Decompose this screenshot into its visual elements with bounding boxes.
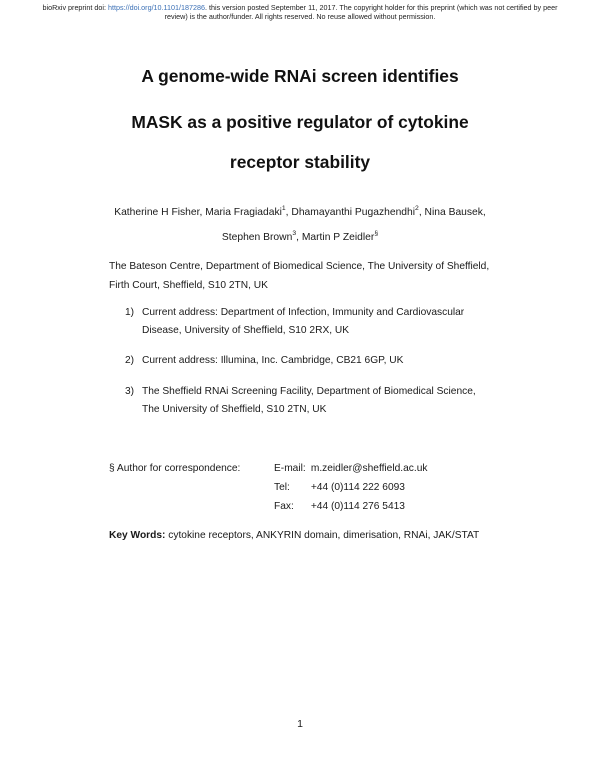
title-line-2: MASK as a positive regulator of cytokine [131,112,469,132]
affiliation: The Bateson Centre, Department of Biomedical Science, The University of Sheffield, Firth Court, Sheffield, S10 2TN, UK [109,261,490,291]
email-key: E-mail: [274,463,306,474]
address-number: 2) [125,355,135,366]
email-row [274,459,427,478]
author-superscript: 2 [415,205,419,212]
preprint-prefix: bioRxiv preprint doi: [42,3,109,12]
doi-link[interactable]: https://doi.org/10.1101/187286 [108,3,205,12]
address-number: 1) [125,307,135,318]
author-superscript: 3 [292,230,297,237]
fax-row [274,497,405,516]
email-value[interactable]: m.zeidler@sheffield.ac.uk [310,463,428,474]
keywords-label: Key Words: [109,530,166,541]
author-superscript: 1 [281,205,286,212]
page-number: 1 [297,718,303,730]
author-list [100,200,500,250]
fax-value: +44 (0)114 276 5413 [310,501,405,512]
author-superscript: § [374,230,379,237]
preprint-suffix: . this version posted September 11, 2017. The copyright holder for this preprint (which was not certified by peer review) is the author/funder. All rights reserved. No reuse allowed without permission. [164,3,558,21]
author-text: , Dhamayanthi Pugazhendhi [285,207,416,218]
address-text: Current address: Illumina, Inc. Cambridge, CB21 6GP, UK [142,355,404,366]
correspondence-label: § Author for correspondence: [109,463,241,474]
tel-key: Tel: [274,482,290,493]
title-line-3: receptor stability [229,152,371,172]
fax-key: Fax: [274,501,294,512]
address-text: The Sheffield RNAi Screening Facility, Department of Biomedical Science, The University of Sheffield, S10 2TN, UK [142,386,476,415]
title-line-1: A genome-wide RNAi screen identifies [141,66,459,86]
address-text: Current address: Department of Infection, Immunity and Cardiovascular Disease, University of Sheffield, S10 2RX, UK [142,307,465,336]
author-text: Katherine H Fisher, Maria Fragiadaki [114,207,282,218]
tel-value: +44 (0)114 222 6093 [310,482,405,493]
keywords-text: cytokine receptors, ANKYRIN domain, dimerisation, RNAi, JAK/STAT [168,530,480,541]
author-text: , Nina Bausek, Stephen Brown [221,207,486,243]
tel-row [274,478,405,497]
keywords [109,524,491,548]
preprint-notice [40,4,560,21]
author-text: , Martin P Zeidler [296,232,375,243]
address-number: 3) [125,386,135,397]
